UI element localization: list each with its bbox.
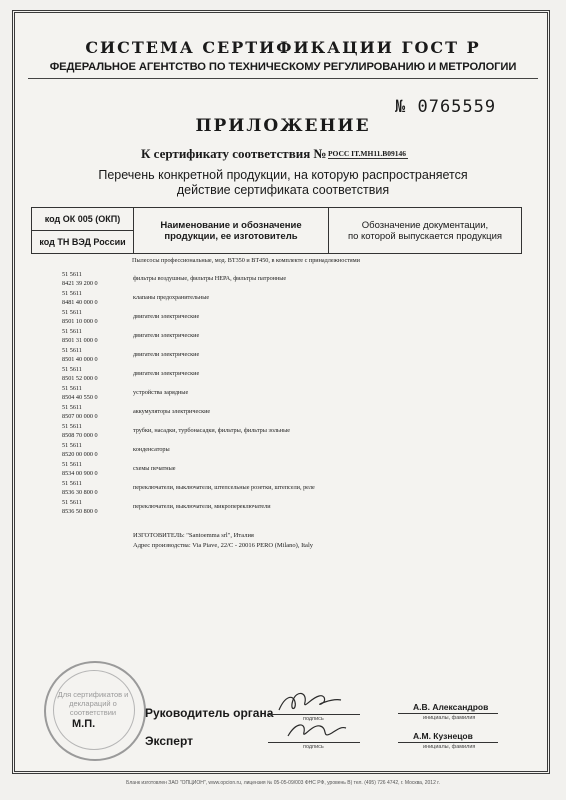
heading-line-1: Перечень конкретной продукции, на которую распространяется [98,168,468,182]
head-signature-line [268,714,360,715]
table-row [0,460,566,479]
tnved-code: 8507 00 000 0 [62,413,98,420]
certification-system-header: СИСТЕМА СЕРТИФИКАЦИИ ГОСТ Р [85,38,481,57]
okp-code: 51 5611 [62,442,82,449]
product-list-heading [0,168,566,198]
tnved-code: 8501 31 000 0 [62,337,98,344]
production-address: Адрес производства: Via Piave, 22/C - 20016 PERO (Milano), Italy [133,542,314,549]
head-name: А.В. Александров [413,702,489,712]
head-signature-caption: подпись [303,716,324,722]
expert-name: А.М. Кузнецов [413,731,473,741]
tnved-code: 8536 30 800 0 [62,489,98,496]
expert-signature-caption: подпись [303,744,324,750]
table-row [0,479,566,498]
product-name: двигатели электрические [133,351,200,358]
documentation-header [329,208,522,254]
product-name: фильтры воздушные, фильтры НЕРА, фильтры патронные [133,275,287,282]
table-row [0,422,566,441]
document-title: ПРИЛОЖЕНИЕ [195,116,371,136]
docs-header-line-1: Обозначение документации, [361,219,489,231]
okp-code: 51 5611 [62,347,82,354]
product-title: Пылесосы профессиональные, мод. ВТ350 и ВТ450, в комплекте с принадлежностями [132,257,360,264]
product-name: устройства зарядные [133,389,189,396]
product-name: аккумуляторы электрические [133,408,211,415]
tnved-code: 8501 52 000 0 [62,375,98,382]
table-row [0,441,566,460]
docs-header-line-2: по которой выпускается продукция [347,230,503,242]
head-signature-icon [275,688,345,716]
product-name: двигатели электрические [133,370,200,377]
product-name-header [134,208,329,254]
okp-code: 51 5611 [62,366,82,373]
okp-code: 51 5611 [62,385,82,392]
certificate-number: РОСС IT.МН11.В09146 [328,149,407,158]
tnved-code: 8536 50 800 0 [62,508,98,515]
okp-code: 51 5611 [62,499,82,506]
table-row [0,270,566,289]
okp-code-header: код ОК 005 (ОКП) [32,208,134,231]
tnved-code: 8501 40 000 0 [62,356,98,363]
product-name: клапаны предохранительные [133,294,210,301]
okp-code: 51 5611 [62,271,82,278]
table-row [0,289,566,308]
product-name: переключатели, выключатели, штепсельные розетки, штепсели, реле [133,484,315,491]
table-row [0,403,566,422]
tnved-code: 8520 00 000 0 [62,451,98,458]
tnved-code: 8421 39 200 0 [62,280,98,287]
product-name: двигатели электрические [133,332,200,339]
manufacturer-info [133,531,313,551]
product-name: трубки, насадки, турбонасадки, фильтры, фильтры зольные [133,427,291,434]
expert-signature-icon [282,716,352,744]
stamp-text: Для сертификатов и деклараций о соответствии [57,690,129,717]
table-row [0,308,566,327]
head-name-line [398,713,498,714]
tnved-code: 8504 40 550 0 [62,394,98,401]
okp-code: 51 5611 [62,309,82,316]
name-header-line-2: продукции, ее изготовитель [164,230,298,242]
table-row [0,346,566,365]
product-name: двигатели электрические [133,313,200,320]
tnved-code: 8481 40 000 0 [62,299,98,306]
tnved-code: 8534 00 900 0 [62,470,98,477]
product-name: переключатели, выключатели, микропереключатели [133,503,271,510]
table-row [0,384,566,403]
header-divider [28,78,538,79]
table-row [0,327,566,346]
tnved-code: 8508 70 000 0 [62,432,98,439]
form-serial-number: № 0765559 [395,97,497,117]
name-header-line-1: Наименование и обозначение [160,219,302,231]
expert-label: Эксперт [145,734,194,748]
okp-code: 51 5611 [62,423,82,430]
expert-name-line [398,742,498,743]
table-row [0,365,566,384]
head-name-caption: инициалы, фамилия [423,715,476,721]
form-footer: Бланк изготовлен ЗАО "ОПЦИОН", www.opcion.ru, лицензия № 05-05-09/003 ФНС РФ, уровень В) тел. (495) 726 4742, г. Москва, 2012 г. [126,780,440,786]
expert-signature-line [268,742,360,743]
seal-place-label: М.П. [72,718,96,730]
expert-name-caption: инициалы, фамилия [423,744,476,750]
agency-header: ФЕДЕРАЛЬНОЕ АГЕНТСТВО ПО ТЕХНИЧЕСКОМУ РЕГУЛИРОВАНИЮ И МЕТРОЛОГИИ [49,61,517,73]
okp-code: 51 5611 [62,328,82,335]
certificate-label: К сертификату соответствия № [141,146,327,161]
manufacturer-name: ИЗГОТОВИТЕЛЬ: "Santoemma srl", Италия [133,532,254,539]
table-row [0,498,566,517]
products-table-header [31,207,522,254]
tnved-code-header: код ТН ВЭД России [32,231,134,254]
okp-code: 51 5611 [62,404,82,411]
heading-line-2: действие сертификата соответствия [176,183,390,197]
head-of-body-label: Руководитель органа [145,706,274,720]
okp-code: 51 5611 [62,480,82,487]
product-name: схемы печатные [133,465,176,472]
okp-code: 51 5611 [62,461,82,468]
tnved-code: 8501 10 000 0 [62,318,98,325]
okp-code: 51 5611 [62,290,82,297]
product-name: конденсаторы [133,446,170,453]
